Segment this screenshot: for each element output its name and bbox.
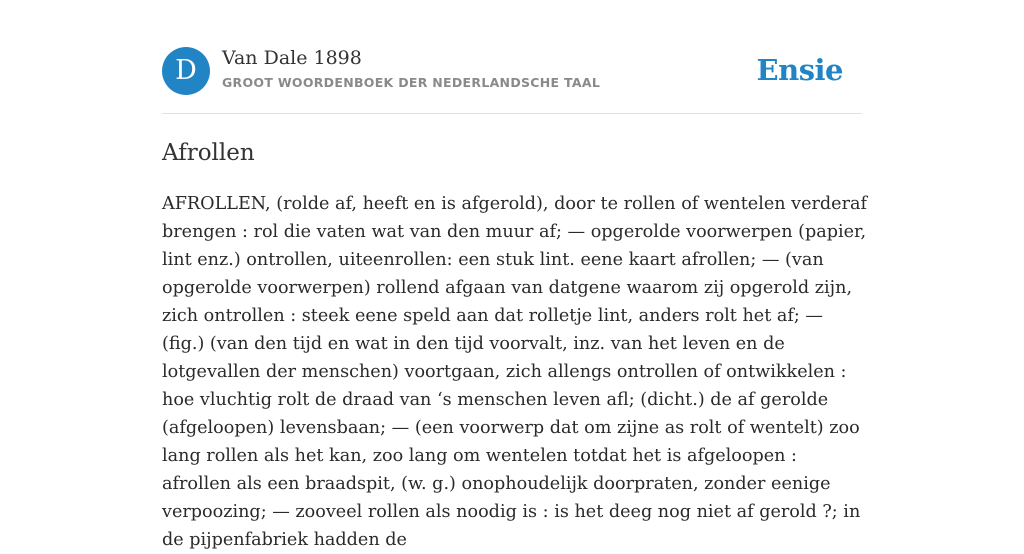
entry-definition: AFROLLEN, (rolde af, heeft en is afgerold), door te rollen of wentelen verderaf brengen : rol die vaten wat van den muur af; — opgerolde voorwerpen (papier, lint enz.) ontrollen, uiteenrollen: een stuk lint. eene kaart afrollen; — (van opgerolde voorwerpen) rollend afgaan van datgene waarom zij opgerold zijn, zich ontrollen : steek eene speld aan dat rolletje lint, anders rolt het af; — (fig.) (van den tijd en wat in den tijd voorvalt, inz. van het leven en de lotgevallen der menschen) voortgaan, zich allengs ontrollen of ontwikkelen : hoe vluchtig rolt de draad van ‘s menschen leven afl; (dicht.) de af gerolde (afgeloopen) levensbaan; — (een voorwerp dat om zijne as rolt of wentelt) zoo lang rollen als het kan, zoo lang om wentelen totdat het is afgeloopen : afrollen als een braadspit, (w. g.) onophoudelijk doorpraten, zonder eenige verpoozing; — zooveel rollen als noodig is : is het deeg nog niet af gerold ?; in de pijpenfabriek hadden de [162,194,868,550]
source-subtitle: GROOT WOORDENBOEK DER NEDERLANDSCHE TAAL [222,75,601,90]
source-avatar[interactable]: D [162,47,210,95]
header-divider [162,113,862,114]
entry-title: Afrollen [162,140,255,166]
ensie-logo[interactable]: Ensie [756,53,843,87]
source-title[interactable]: Van Dale 1898 [222,47,362,69]
source-header [162,46,862,96]
